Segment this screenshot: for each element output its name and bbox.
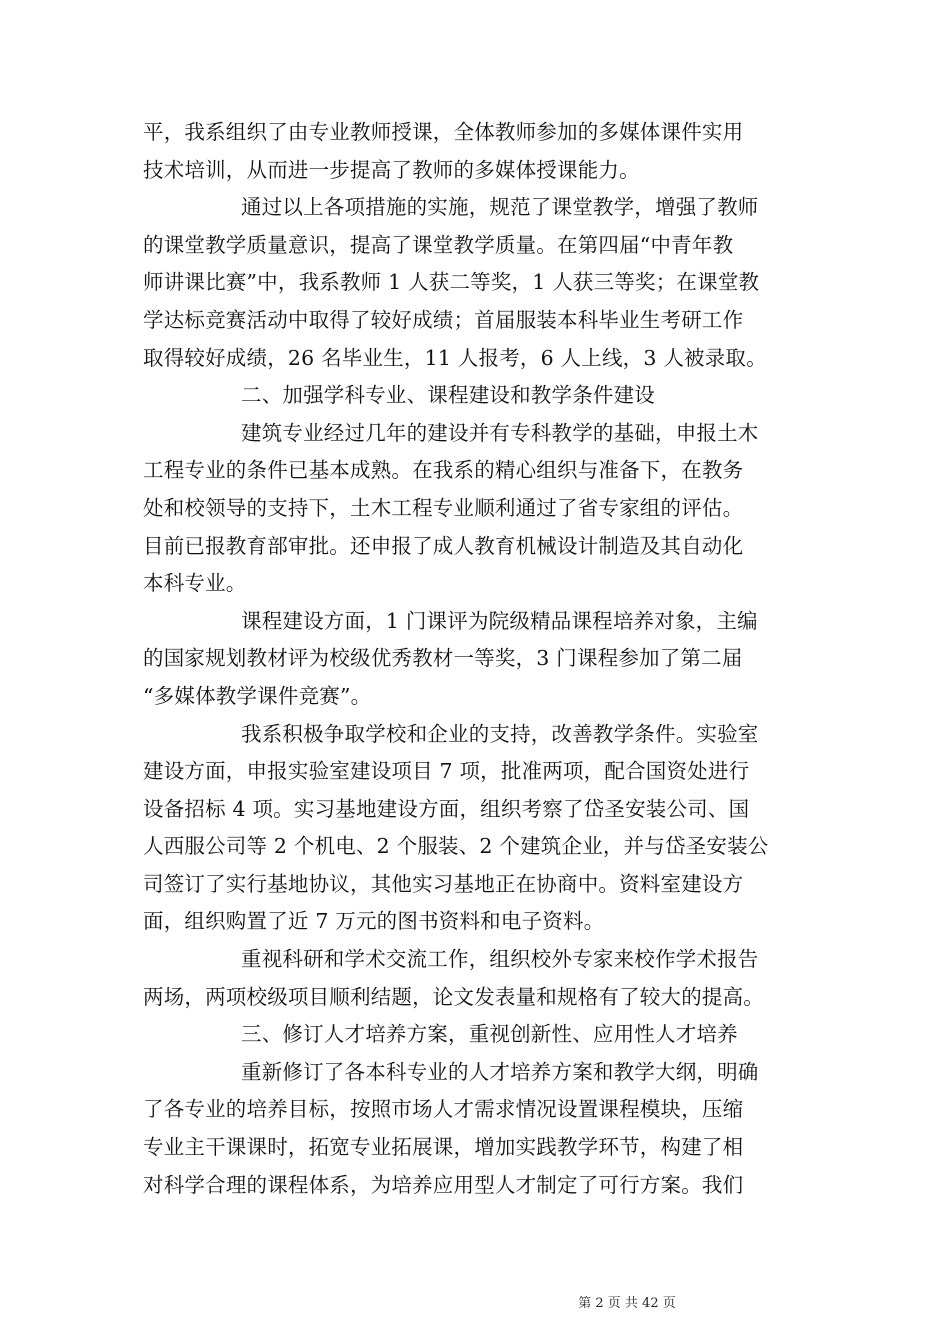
body-text <box>143 114 813 1204</box>
text-line: “多媒体教学课件竞赛”。 <box>143 683 372 708</box>
text-line: 师讲课比赛”中，我系教师 1 人获二等奖，1 人获三等奖；在课堂教 <box>143 270 760 295</box>
text-line: 专业主干课课时，拓宽专业拓展课，增加实践教学环节，构建了相 <box>143 1135 744 1160</box>
text-line: 面，组织购置了近 7 万元的图书资料和电子资料。 <box>143 909 605 934</box>
page-number: 第 2 页 共 42 页 <box>578 1296 676 1311</box>
text-line: 的国家规划教材评为校级优秀教材一等奖，3 门课程参加了第二届 <box>143 646 743 671</box>
paragraph-start-line: 通过以上各项措施的实施，规范了课堂教学，增强了教师 <box>241 195 759 220</box>
text-line: 学达标竞赛活动中取得了较好成绩；首届服装本科毕业生考研工作 <box>143 307 744 332</box>
text-line: 技术培训，从而进一步提高了教师的多媒体授课能力。 <box>143 157 640 182</box>
text-line: 人西服公司等 2 个机电、2 个服装、2 个建筑企业，并与岱圣安装公 <box>143 834 769 859</box>
section-heading: 三、修订人才培养方案，重视创新性、应用性人才培养 <box>241 1022 738 1047</box>
text-line: 的课堂教学质量意识，提高了课堂教学质量。在第四届“中青年教 <box>143 232 734 257</box>
text-line: 建设方面，申报实验室建设项目 7 项，批准两项，配合国资处进行 <box>143 759 750 784</box>
paragraph-start-line: 重新修订了各本科专业的人才培养方案和教学大纲，明确 <box>241 1059 759 1084</box>
text-line: 取得较好成绩，26 名毕业生，11 人报考，6 人上线，3 人被录取。 <box>143 345 767 370</box>
paragraph-start-line: 我系积极争取学校和企业的支持，改善教学条件。实验室 <box>241 721 759 746</box>
text-line: 工程专业的条件已基本成熟。在我系的精心组织与准备下，在教务 <box>143 458 744 483</box>
text-line: 司签订了实行基地协议，其他实习基地正在协商中。资料室建设方 <box>143 871 744 896</box>
page-footer <box>0 1292 950 1311</box>
paragraph-start-line: 重视科研和学术交流工作，组织校外专家来校作学术报告 <box>241 947 759 972</box>
paragraph-start-line: 建筑专业经过几年的建设并有专科教学的基础，申报土木 <box>241 420 759 445</box>
text-line: 处和校领导的支持下，土木工程专业顺利通过了省专家组的评估。 <box>143 495 744 520</box>
text-line: 对科学合理的课程体系，为培养应用型人才制定了可行方案。我们 <box>143 1172 744 1197</box>
text-line: 本科专业。 <box>143 571 247 596</box>
paragraph-start-line: 课程建设方面，1 门课评为院级精品课程培养对象，主编 <box>241 608 758 633</box>
section-heading: 二、加强学科专业、课程建设和教学条件建设 <box>241 383 655 408</box>
text-line: 目前已报教育部审批。还申报了成人教育机械设计制造及其自动化 <box>143 533 744 558</box>
text-line: 平，我系组织了由专业教师授课，全体教师参加的多媒体课件实用 <box>143 120 744 144</box>
text-line: 两场，两项校级项目顺利结题，论文发表量和规格有了较大的提高。 <box>143 984 764 1009</box>
text-line: 设备招标 4 项。实习基地建设方面，组织考察了岱圣安装公司、国 <box>143 796 750 821</box>
text-line: 了各专业的培养目标，按照市场人才需求情况设置课程模块，压缩 <box>143 1097 744 1122</box>
